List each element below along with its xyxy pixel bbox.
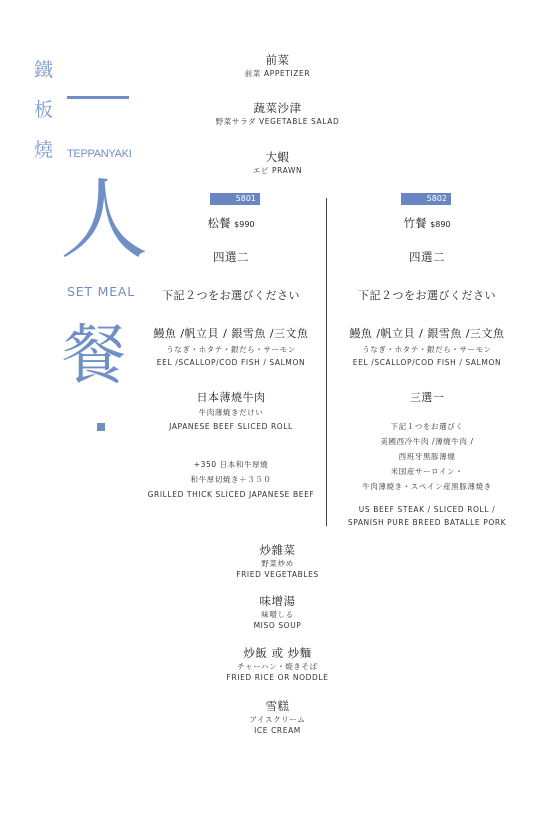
course-jp: 野菜炒め — [261, 559, 294, 568]
choice-line: 牛肉薄焼き・スペイン産黒豚薄焼き — [362, 482, 492, 491]
set-name: 松餐 — [207, 216, 231, 230]
course-cn: 大蝦 — [265, 150, 290, 164]
pick-jp: 下記２つをお選びください — [358, 289, 496, 302]
course-cn: 炒雜菜 — [259, 543, 296, 557]
course-cn: 雪糕 — [265, 699, 290, 713]
fish-en: EEL /SCALLOP/COD FISH / SALMON — [156, 358, 306, 367]
course-cn: 炒飯 或 炒麵 — [243, 646, 312, 660]
extra-2: 和牛厚切焼き＋３５０ — [190, 475, 272, 484]
side-char-shao: 燒 — [34, 139, 54, 161]
course-jp: チャーハン・焼きそば — [237, 662, 318, 671]
course-appetizer — [0, 52, 555, 79]
course-en: FRIED VEGETABLES — [236, 570, 319, 579]
course-ice-cream — [0, 698, 555, 736]
pick-jp: 下記２つをお選びください — [162, 289, 300, 302]
fish-cn: 鰻魚 /帆立貝 / 銀雪魚 /三文魚 — [153, 327, 309, 340]
course-salad — [0, 100, 555, 127]
course-fried-veg — [0, 542, 555, 580]
course-en: MISO SOUP — [253, 621, 302, 630]
fish-cn: 鰻魚 /帆立貝 / 銀雪魚 /三文魚 — [349, 327, 505, 340]
course-en: FRIED RICE OR NODDLE — [226, 673, 329, 682]
beef-jp: 牛肉薄焼きだけい — [198, 408, 264, 417]
set-meal-label: SET MEAL — [67, 284, 136, 299]
accent-square — [97, 423, 105, 431]
course-sub: 前菜 APPETIZER — [244, 69, 311, 78]
pick3-label: 三選一 — [409, 391, 445, 404]
pick-label: 四選二 — [409, 250, 445, 264]
column-divider — [326, 198, 327, 526]
teppanyaki-label: TEPPANYAKI — [67, 148, 132, 160]
accent-bar — [67, 96, 129, 99]
set-left — [140, 215, 322, 500]
course-prawn — [0, 149, 555, 176]
choice-line: 西班牙黑豚薄燒 — [398, 452, 456, 461]
course-jp: 味噌しる — [261, 610, 294, 619]
big-char-ren: 人 — [60, 168, 149, 271]
choice-line: 美國西冷牛肉 /薄燒牛肉 / — [380, 437, 474, 446]
set-code-badge-right: 5802 — [401, 193, 451, 205]
course-jp: アイスクリーム — [249, 715, 306, 724]
course-rice-noodle — [0, 645, 555, 683]
set-price: $990 — [234, 220, 255, 229]
set-price: $890 — [430, 220, 451, 229]
course-miso — [0, 593, 555, 631]
course-sub: エビ PRAWN — [252, 166, 303, 175]
choice-en-1: US BEEF STEAK / SLICED ROLL / — [358, 505, 496, 514]
course-cn: 味增湯 — [259, 594, 296, 608]
side-char-tie: 鐵 — [34, 59, 54, 81]
set-code-badge-left: 5801 — [210, 193, 260, 205]
fish-jp: うなぎ・ホタテ・銀だら・サーモン — [166, 345, 296, 354]
course-cn: 蔬菜沙津 — [253, 101, 302, 115]
extra-3: GRILLED THICK SLICED JAPANESE BEEF — [147, 490, 315, 499]
choice-line: 下記１つをお選びく — [390, 422, 464, 431]
beef-cn: 日本薄燒牛肉 — [196, 391, 266, 404]
side-char-ban: 板 — [34, 99, 54, 121]
course-en: ICE CREAM — [254, 726, 301, 735]
set-name: 竹餐 — [403, 216, 427, 230]
course-sub: 野菜サラダ VEGETABLE SALAD — [215, 117, 340, 126]
fish-jp: うなぎ・ホタテ・銀だら・サーモン — [362, 345, 492, 354]
extra-1: +350 日本和牛厚燒 — [193, 460, 269, 469]
set-right — [334, 215, 520, 529]
course-cn: 前菜 — [265, 53, 290, 67]
fish-en: EEL /SCALLOP/COD FISH / SALMON — [352, 358, 502, 367]
choice-en-2: SPANISH PURE BREED BATALLE PORK — [347, 518, 507, 527]
beef-en: JAPANESE BEEF SLICED ROLL — [169, 422, 293, 431]
choice-line: 米国産サーロイン・ — [390, 467, 464, 476]
pick-label: 四選二 — [213, 250, 249, 264]
big-char-can: 餐 — [62, 319, 126, 393]
